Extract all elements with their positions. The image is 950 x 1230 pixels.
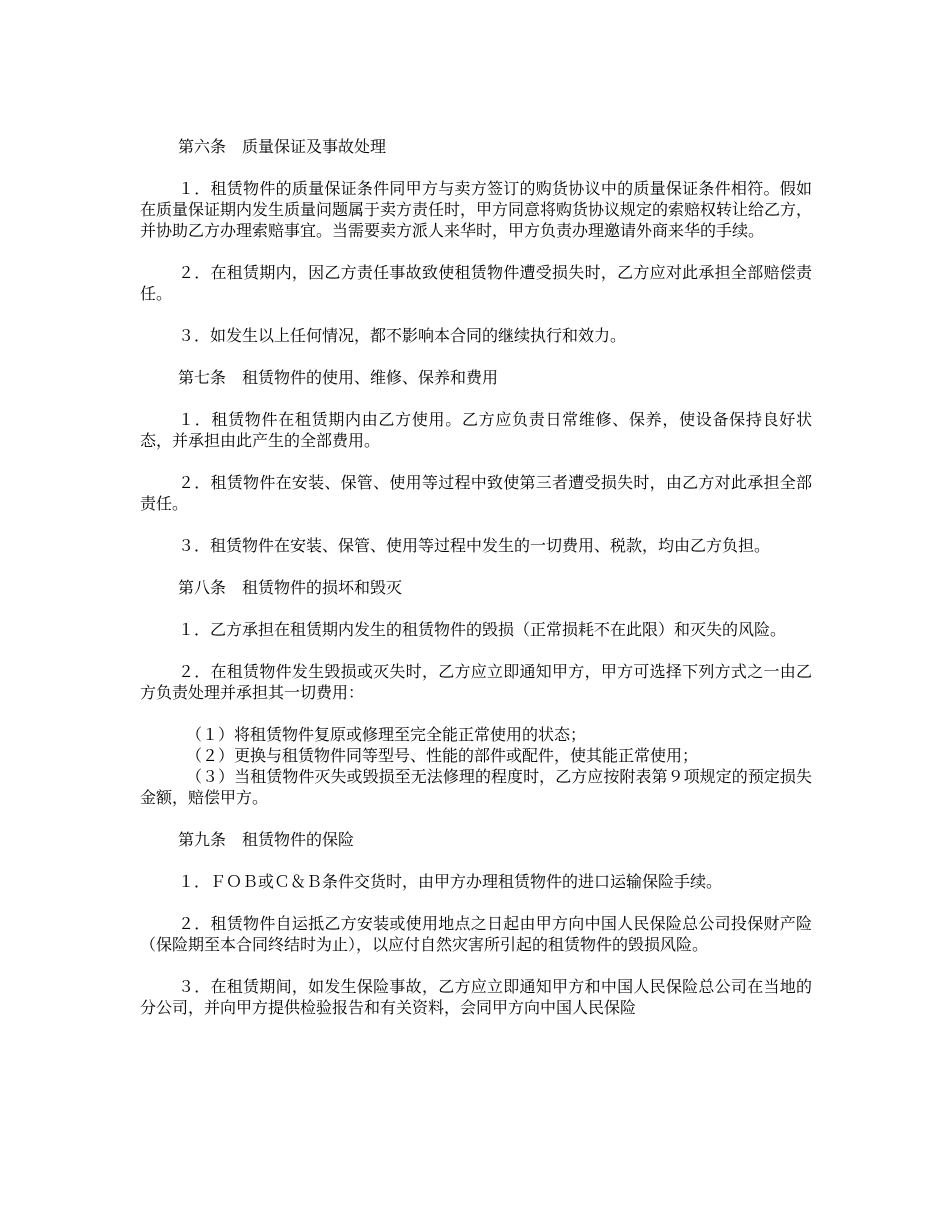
article-6-clause-3: ３．如发生以上任何情况，都不影响本合同的继续执行和效力。 <box>178 326 627 345</box>
article-8-option-3: （３）当租赁物件灭失或毁损至无法修理的程度时，乙方应按附表第９项规定的预定损失金额，赔偿甲方。 <box>140 767 812 807</box>
article-7-clause-1: １．租赁物件在租赁期内由乙方使用。乙方应负责日常维修、保养，使设备保持良好状态，并承担由此产生的全部费用。 <box>140 410 812 450</box>
article-8-clause-1: １．乙方承担在租赁期内发生的租赁物件的毁损（正常损耗不在此限）和灭失的风险。 <box>178 620 787 639</box>
article-9-clause-3: ３．在租赁期间，如发生保险事故，乙方应立即通知甲方和中国人民保险总公司在当地的分公司，并向甲方提供检验报告和有关资料，会同甲方向中国人民保险 <box>140 977 812 1017</box>
article-7-clause-3: ３．租赁物件在安装、保管、使用等过程中发生的一切费用、税款，均由乙方负担。 <box>178 536 771 555</box>
article-8-option-1: （１）将租赁物件复原或修理至完全能正常使用的状态； <box>186 725 587 744</box>
article-9-clause-1: １．ＦＯＢ或Ｃ＆Ｂ条件交货时，由甲方办理租赁物件的进口运输保险手续。 <box>178 872 723 891</box>
article-8-heading: 第八条 租赁物件的损坏和毁灭 <box>178 578 403 597</box>
article-6-heading: 第六条 质量保证及事故处理 <box>178 137 387 156</box>
article-7-heading: 第七条 租赁物件的使用、维修、保养和费用 <box>178 368 499 387</box>
article-6-clause-2: ２．在租赁期内，因乙方责任事故致使租赁物件遭受损失时，乙方应对此承担全部赔偿责任。 <box>140 263 812 303</box>
article-8-clause-2: ２．在租赁物件发生毁损或灭失时，乙方应立即通知甲方，甲方可选择下列方式之一由乙方负责处理并承担其一切费用： <box>140 662 812 702</box>
article-9-heading: 第九条 租赁物件的保险 <box>178 830 355 849</box>
document-body <box>140 136 812 1018</box>
article-7-clause-2: ２．租赁物件在安装、保管、使用等过程中致使第三者遭受损失时，由乙方对此承担全部责任。 <box>140 473 812 513</box>
article-9-clause-2: ２．租赁物件自运抵乙方安装或使用地点之日起由甲方向中国人民保险总公司投保财产险（保险期至本合同终结时为止），以应付自然灾害所引起的租赁物件的毁损风险。 <box>140 914 812 954</box>
article-8-options-list <box>140 724 812 808</box>
article-6-clause-1: １．租赁物件的质量保证条件同甲方与卖方签订的购货协议中的质量保证条件相符。假如在质量保证期内发生质量问题属于卖方责任时，甲方同意将购货协议规定的索赔权转让给乙方，并协助乙方办理索赔事宜。当需要卖方派人来华时，甲方负责办理邀请外商来华的手续。 <box>140 179 813 240</box>
article-8-option-2: （２）更换与租赁物件同等型号、性能的部件或配件，使其能正常使用； <box>186 746 699 765</box>
